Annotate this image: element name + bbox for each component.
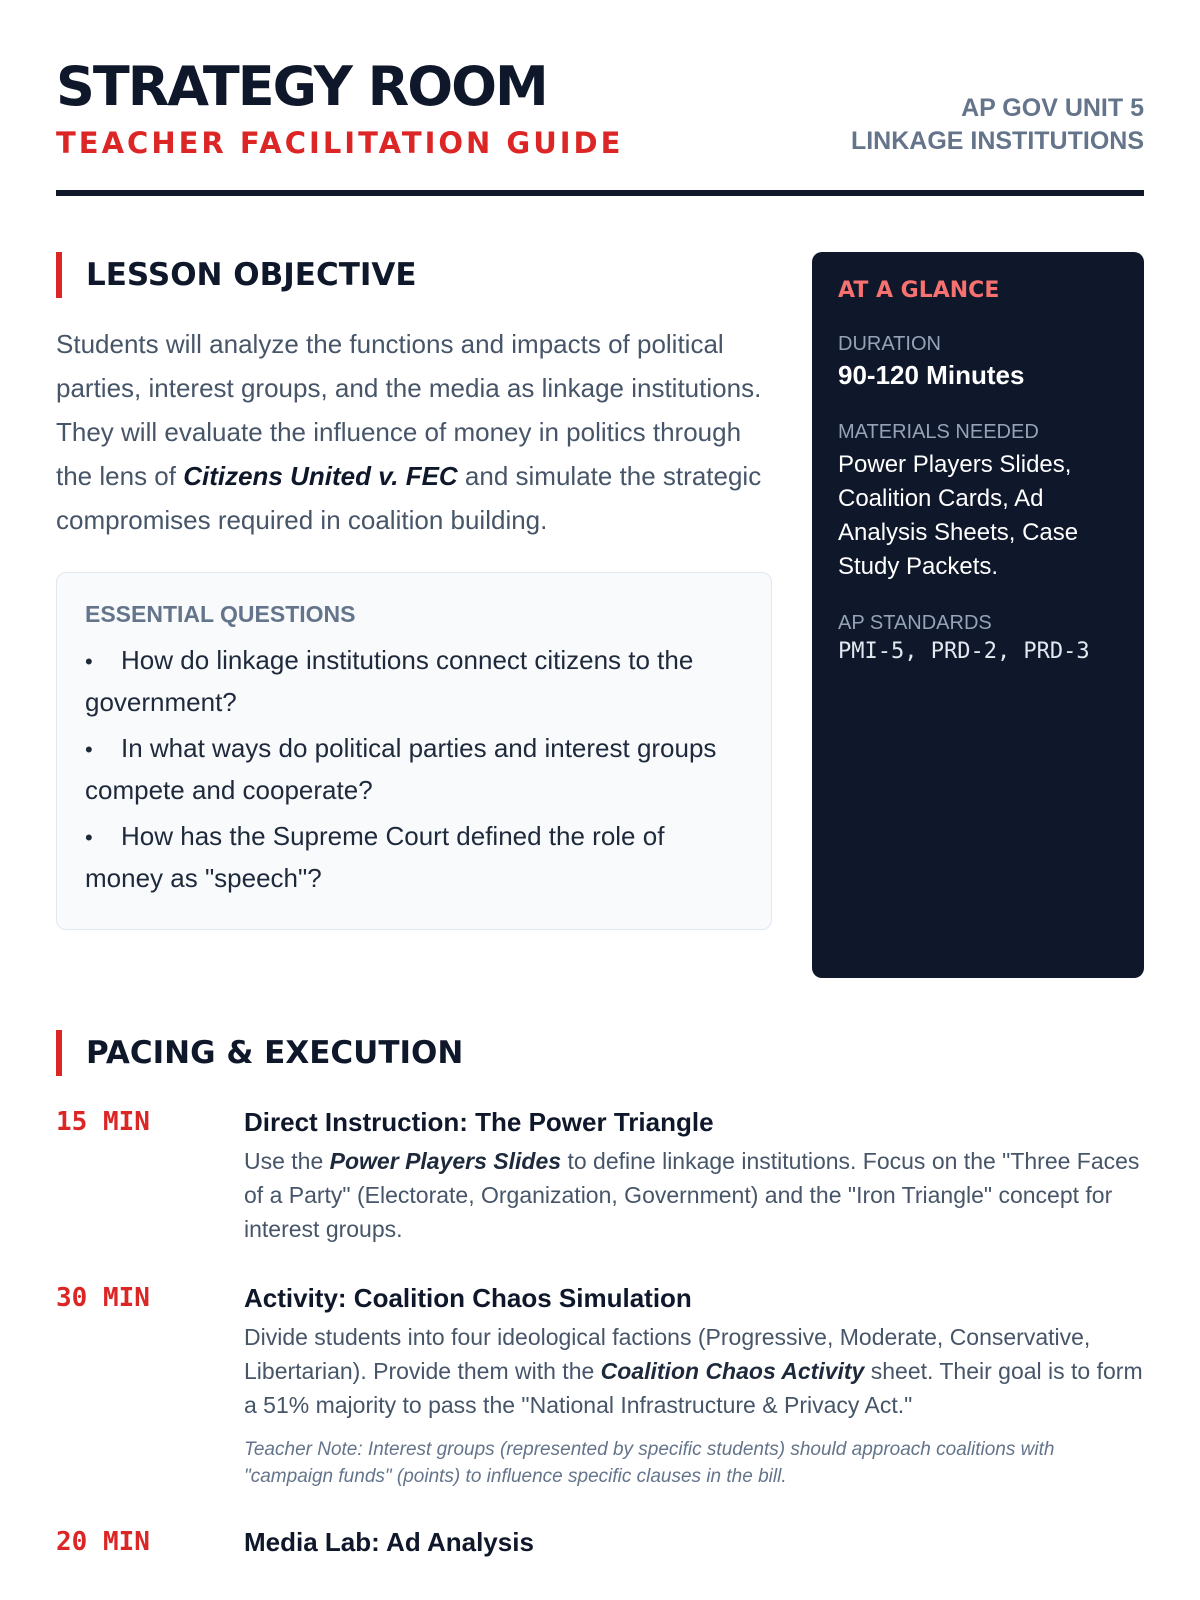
objective-text-start: Students will analyze the functions and impacts of political parties, interest groups, and the media as linkage institutions. They will evaluate the influence of money in politics through the lens of xyxy=(56,329,762,491)
at-a-glance-panel xyxy=(812,252,1144,978)
accent-bar xyxy=(56,252,62,298)
pacing-description xyxy=(244,1320,1144,1422)
objective-heading-row xyxy=(56,252,772,298)
objective-heading: LESSON OBJECTIVE xyxy=(86,257,417,293)
pacing-heading: PACING & EXECUTION xyxy=(86,1035,464,1071)
bullet-icon: • xyxy=(85,649,93,674)
essential-questions-list xyxy=(85,640,743,898)
pacing-section xyxy=(56,1030,1144,1560)
bullet-icon: • xyxy=(85,737,93,762)
pacing-time: 30 MIN xyxy=(56,1283,150,1313)
materials-label: MATERIALS NEEDED xyxy=(838,421,1039,443)
accent-bar xyxy=(56,1030,62,1076)
top-section xyxy=(56,252,1144,978)
pacing-description xyxy=(244,1144,1144,1246)
objective-text xyxy=(56,322,772,542)
desc-start: Divide students into four ideological factions (Progressive, Moderate, Conservative, Libertarian). Provide them with the xyxy=(244,1324,1091,1384)
duration-label: DURATION xyxy=(838,333,941,355)
case-name: Citizens United v. FEC xyxy=(183,461,458,491)
standards-value: PMI-5, PRD-2, PRD-3 xyxy=(838,639,1090,664)
desc-end: sheet. Their goal is to form a 51% majority to pass the "National Infrastructure & Privacy Act." xyxy=(244,1358,1143,1418)
pacing-time: 20 MIN xyxy=(56,1527,150,1557)
list-item xyxy=(85,816,743,898)
unit-number: AP GOV UNIT 5 xyxy=(961,94,1144,122)
standards-label: AP STANDARDS xyxy=(838,612,992,634)
material-name: Coalition Chaos Activity xyxy=(600,1358,865,1384)
pacing-heading-row xyxy=(56,1030,1144,1076)
duration-value: 90-120 Minutes xyxy=(838,360,1025,390)
pacing-body xyxy=(244,1280,1144,1490)
unit-topic: LINKAGE INSTITUTIONS xyxy=(850,127,1144,155)
essential-questions-heading: ESSENTIAL QUESTIONS xyxy=(85,601,356,627)
page-title: STRATEGY ROOM xyxy=(56,55,547,118)
objective-column xyxy=(56,252,772,978)
pacing-title: Activity: Coalition Chaos Simulation xyxy=(244,1283,692,1313)
pacing-body xyxy=(244,1524,1144,1560)
list-item xyxy=(85,640,743,722)
question-text: In what ways do political parties and interest groups compete and cooperate? xyxy=(85,733,717,805)
teacher-note: Teacher Note: Interest groups (represented by specific students) should approach coalitions with "campaign funds" (points) to influence specific clauses in the bill. xyxy=(244,1439,1055,1487)
unit-info xyxy=(851,92,1144,158)
material-name: Power Players Slides xyxy=(329,1148,562,1174)
page-header xyxy=(56,0,1144,196)
pacing-title: Direct Instruction: The Power Triangle xyxy=(244,1107,714,1137)
pacing-list xyxy=(56,1104,1144,1560)
pacing-item xyxy=(56,1104,1144,1246)
question-text: How do linkage institutions connect citizens to the government? xyxy=(85,645,694,717)
title-block xyxy=(56,55,624,160)
list-item xyxy=(85,728,743,810)
materials-value: Power Players Slides, Coalition Cards, Ad Analysis Sheets, Case Study Packets. xyxy=(838,451,1079,580)
glance-heading: AT A GLANCE xyxy=(838,278,1000,303)
pacing-item xyxy=(56,1280,1144,1490)
objective-text-end: and simulate the strategic compromises required in coalition building. xyxy=(56,461,762,535)
pacing-time: 15 MIN xyxy=(56,1107,150,1137)
question-text: How has the Supreme Court defined the role of money as "speech"? xyxy=(85,821,665,893)
essential-questions-box xyxy=(56,572,772,930)
pacing-item xyxy=(56,1524,1144,1560)
pacing-body xyxy=(244,1104,1144,1246)
page-subtitle: TEACHER FACILITATION GUIDE xyxy=(56,126,624,160)
desc-end: to define linkage institutions. Focus on the "Three Faces of a Party" (Electorate, Organization, Government) and the "Iron Triangle" concept for interest groups. xyxy=(244,1148,1140,1242)
desc-start: Use the xyxy=(244,1148,330,1174)
pacing-title: Media Lab: Ad Analysis xyxy=(244,1527,534,1557)
bullet-icon: • xyxy=(85,825,93,850)
